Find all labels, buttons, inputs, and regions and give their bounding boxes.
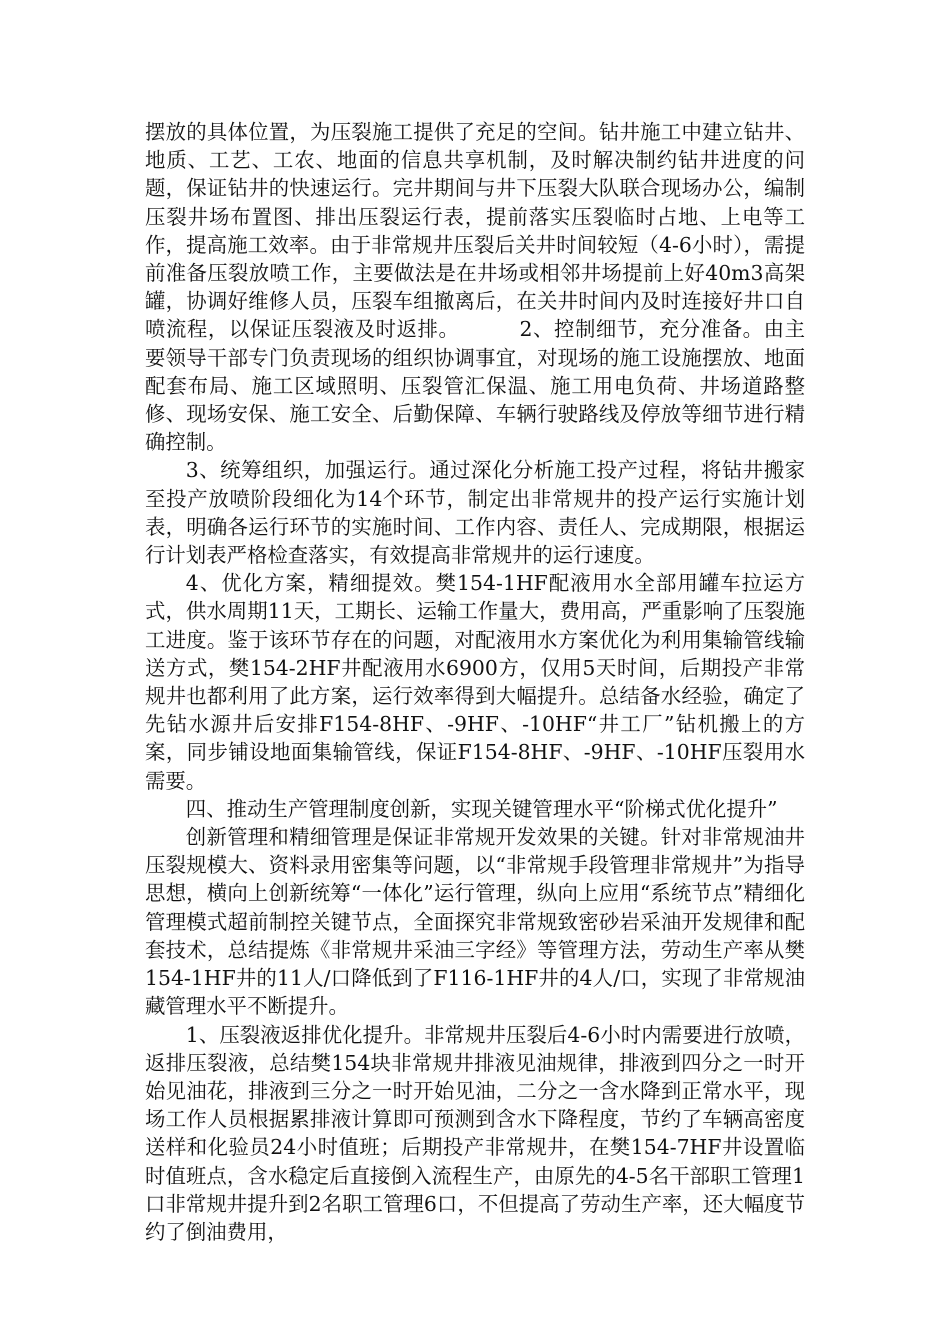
paragraph-2: 3、统筹组织，加强运行。通过深化分析施工投产过程，将钻井搬家至投产放喷阶段细化为14个环节，制定出非常规井的投产运行实施计划表，明确各运行环节的实施时间、工作内容、责任人、完成期限，根据运行计划表严格检查落实，有效提高非常规井的运行速度。	[145, 458, 805, 568]
paragraph-1-continuation: 2、控制细节，充分准备。由主要领导干部专门负责现场的组织协调事宜，对现场的施工设施摆放、地面配套布局、施工区域照明、压裂管汇保温、施工用电负荷、井场道路整修、现场安保、施工安全、后勤保障、车辆行驶路线及停放等细节进行精确控制。	[145, 317, 805, 455]
paragraph-3: 4、优化方案，精细提效。樊154-1HF配液用水全部用罐车拉运方式，供水周期11天，工期长、运输工作量大，费用高，严重影响了压裂施工进度。鉴于该环节存在的问题，对配液用水方案优化为利用集输管线输送方式，樊154-2HF井配液用水6900方，仅用5天时间，后期投产非常规井也都利用了此方案，运行效率得到大幅提升。总结备水经验，确定了先钻水源井后安排F154-8HF、-9HF、-10HF“井工厂”钻机搬上的方案，同步铺设地面集输管线，保证F154-8HF、-9HF、-10HF压裂用水需要。	[145, 571, 805, 793]
paragraph-1	[145, 118, 805, 456]
paragraph-6: 1、压裂液返排优化提升。非常规井压裂后4-6小时内需要进行放喷，返排压裂液，总结樊154块非常规井排液见油规律，排液到四分之一时开始见油花，排液到三分之一时开始见油，二分之一含水降到正常水平，现场工作人员根据累排液计算即可预测到含水下降程度，节约了车辆高密度送样和化验员24小时值班；后期投产非常规井，在樊154-7HF井设置临时值班点，含水稳定后直接倒入流程生产，由原先的4-5名干部职工管理1口非常规井提升到2名职工管理6口，不但提高了劳动生产率，还大幅度节约了倒油费用，	[145, 1022, 805, 1244]
document-body	[145, 118, 805, 1246]
section-heading-4: 四、推动生产管理制度创新，实现关键管理水平“阶梯式优化提升”	[185, 796, 778, 821]
paragraph-1-text: 摆放的具体位置，为压裂施工提供了充足的空间。钻井施工中建立钻井、地质、工艺、工农、地面的信息共享机制，及时解决制约钻井进度的问题，保证钻井的快速运行。完井期间与井下压裂大队联合现场办公，编制压裂井场布置图、排出压裂运行表，提前落实压裂临时占地、上电等工作，提高施工效率。由于非常规井压裂后关井时间较短（4-6小时），需提前准备压裂放喷工作，主要做法是在井场或相邻井场提前上好40m3高架罐，协调好维修人员，压裂车组撤离后，在关井时间内及时连接好井口自喷流程，以保证压裂液及时返排。	[145, 120, 805, 342]
paragraph-5: 创新管理和精细管理是保证非常规开发效果的关键。针对非常规油井压裂规模大、资料录用密集等问题，以“非常规手段管理非常规井”为指导思想，横向上创新统筹“一体化”运行管理，纵向上应用“系统节点”精细化管理模式超前制控关键节点，全面探究非常规致密砂岩采油开发规律和配套技术，总结提炼《非常规井采油三字经》等管理方法，劳动生产率从樊154-1HF井的11人/口降低到了F116-1HF井的4人/口，实现了非常规油藏管理水平不断提升。	[145, 825, 805, 1019]
